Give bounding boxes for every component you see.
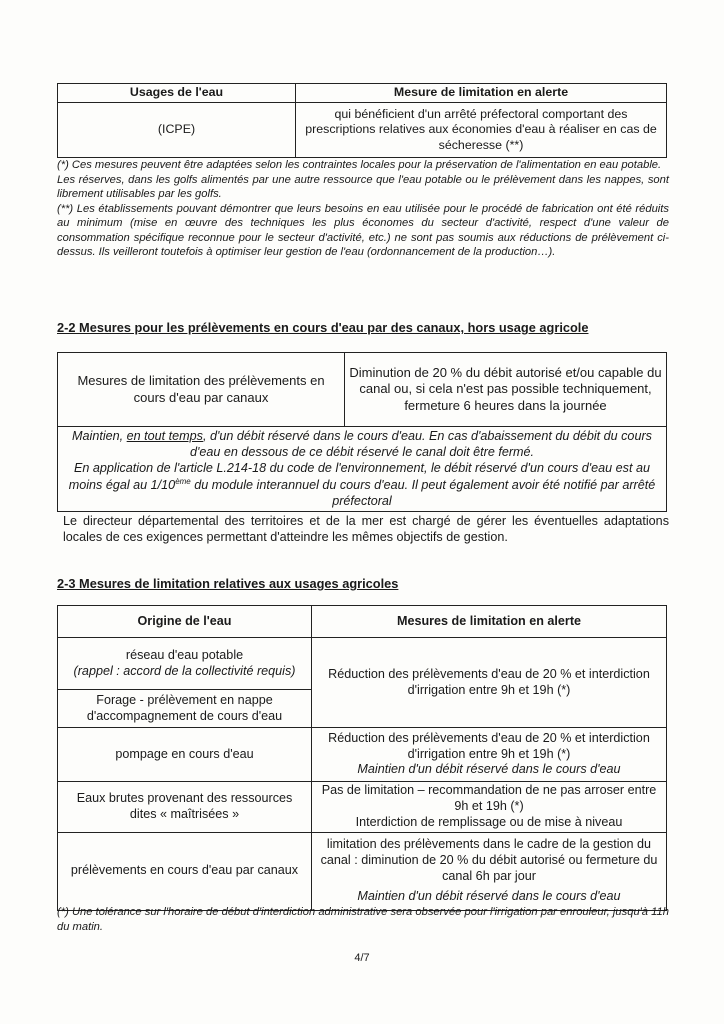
directeur-text: Le directeur départemental des territoires et de la mer est chargé de gérer les éventuelles adaptations locales de ces exigences permettant d'atteindre les mêmes objectifs de gestion. [63,514,669,545]
section-2-2-title: 2-2 Mesures pour les prélèvements en cours d'eau par des canaux, hors usage agricole [57,320,589,335]
canaux-right-cell: Diminution de 20 % du débit autorisé et/ou capable du canal ou, si cela n'est pas possible techniquement, fermeture 6 heures dans la journée [345,353,667,427]
note-etablissements: (**) Les établissements pouvant démontrer que leurs besoins en eau utilisée pour le procédé de fabrication ont été réduits au minimum (mise en œuvre des techniques les plus économes du secteur d'activité, respect d'une valeur de consommation spécifique reconnue pour le secteur d'activité, etc.) ne sont pas soumis aux réductions de prélèvement ci-dessus. Ils veilleront toutefois à optimiser leur gestion de l'eau (ordonnancement de la production…). [57,202,669,259]
header-mesures: Mesures de limitation en alerte [312,606,667,638]
maintien-text: Maintien, en tout temps, d'un débit réservé dans le cours d'eau. En cas d'abaissement du débit du cours d'eau en dessous de ce débit réservé le canal doit être fermé. [72,429,652,459]
origine-reseau: réseau d'eau potable (rappel : accord de la collectivité requis) [58,638,312,690]
canaux-table [57,352,667,512]
mesure-reseau-forage: Réduction des prélèvements d'eau de 20 % et interdiction d'irrigation entre 9h et 19h (*) [312,638,667,728]
mesure-pompage: Réduction des prélèvements d'eau de 20 % et interdiction d'irrigation entre 9h et 19h (*) Maintien d'un débit réservé dans le cours d'eau [312,728,667,782]
usages-table [57,83,667,158]
tolerance-note: (*) Une tolérance sur l'horaire de début d'interdiction administrative sera observée pour l'irrigation par enrouleur, jusqu'à 11h du matin. [57,906,669,933]
en-tout-temps: en tout temps [126,429,203,443]
origine-pompage: pompage en cours d'eau [58,728,312,782]
application-text: En application de l'article L.214-18 du code de l'environnement, le débit réservé d'un cours d'eau est au moins égal au 1/10ème du module interannuel du cours d'eau. Il peut également avoir été notifié par arrêté préfectoral [68,460,656,508]
origine-forage: Forage - prélèvement en nappe d'accompagnement de cours d'eau [58,690,312,728]
mesure-canaux: limitation des prélèvements dans le cadre de la gestion du canal : diminution de 20 % du débit autorisé ou fermeture du canal 6h par jour Maintien d'un débit réservé dans le cours d'eau [312,832,667,910]
header-mesure: Mesure de limitation en alerte [296,84,667,103]
agricoles-table [57,605,667,911]
header-origine: Origine de l'eau [58,606,312,638]
maintien-cell [58,427,667,512]
mesure-cell: qui bénéficient d'un arrêté préfectoral comportant des prescriptions relatives aux économies d'eau à réaliser en cas de sécheresse (**) [296,103,667,158]
origine-canaux: prélèvements en cours d'eau par canaux [58,832,312,910]
usage-cell: (ICPE) [58,103,296,158]
origine-eaux-brutes: Eaux brutes provenant des ressources dites « maîtrisées » [58,782,312,833]
canaux-left-cell: Mesures de limitation des prélèvements en cours d'eau par canaux [58,353,345,427]
note-golfs: Les réserves, dans les golfs alimentés par une autre ressource que l'eau potable ou le prélèvement dans les nappes, sont librement utilisables par les golfs. [57,173,669,201]
notes-block [57,158,669,260]
mesure-eaux-brutes: Pas de limitation – recommandation de ne pas arroser entre 9h et 19h (*) Interdiction de remplissage ou de mise à niveau [312,782,667,833]
section-2-3-title: 2-3 Mesures de limitation relatives aux usages agricoles [57,576,399,591]
header-usages: Usages de l'eau [58,84,296,103]
note-alimentation: (*) Ces mesures peuvent être adaptées selon les contraintes locales pour la préservation de l'alimentation en eau potable. [57,159,662,171]
page-number: 4/7 [354,952,370,964]
